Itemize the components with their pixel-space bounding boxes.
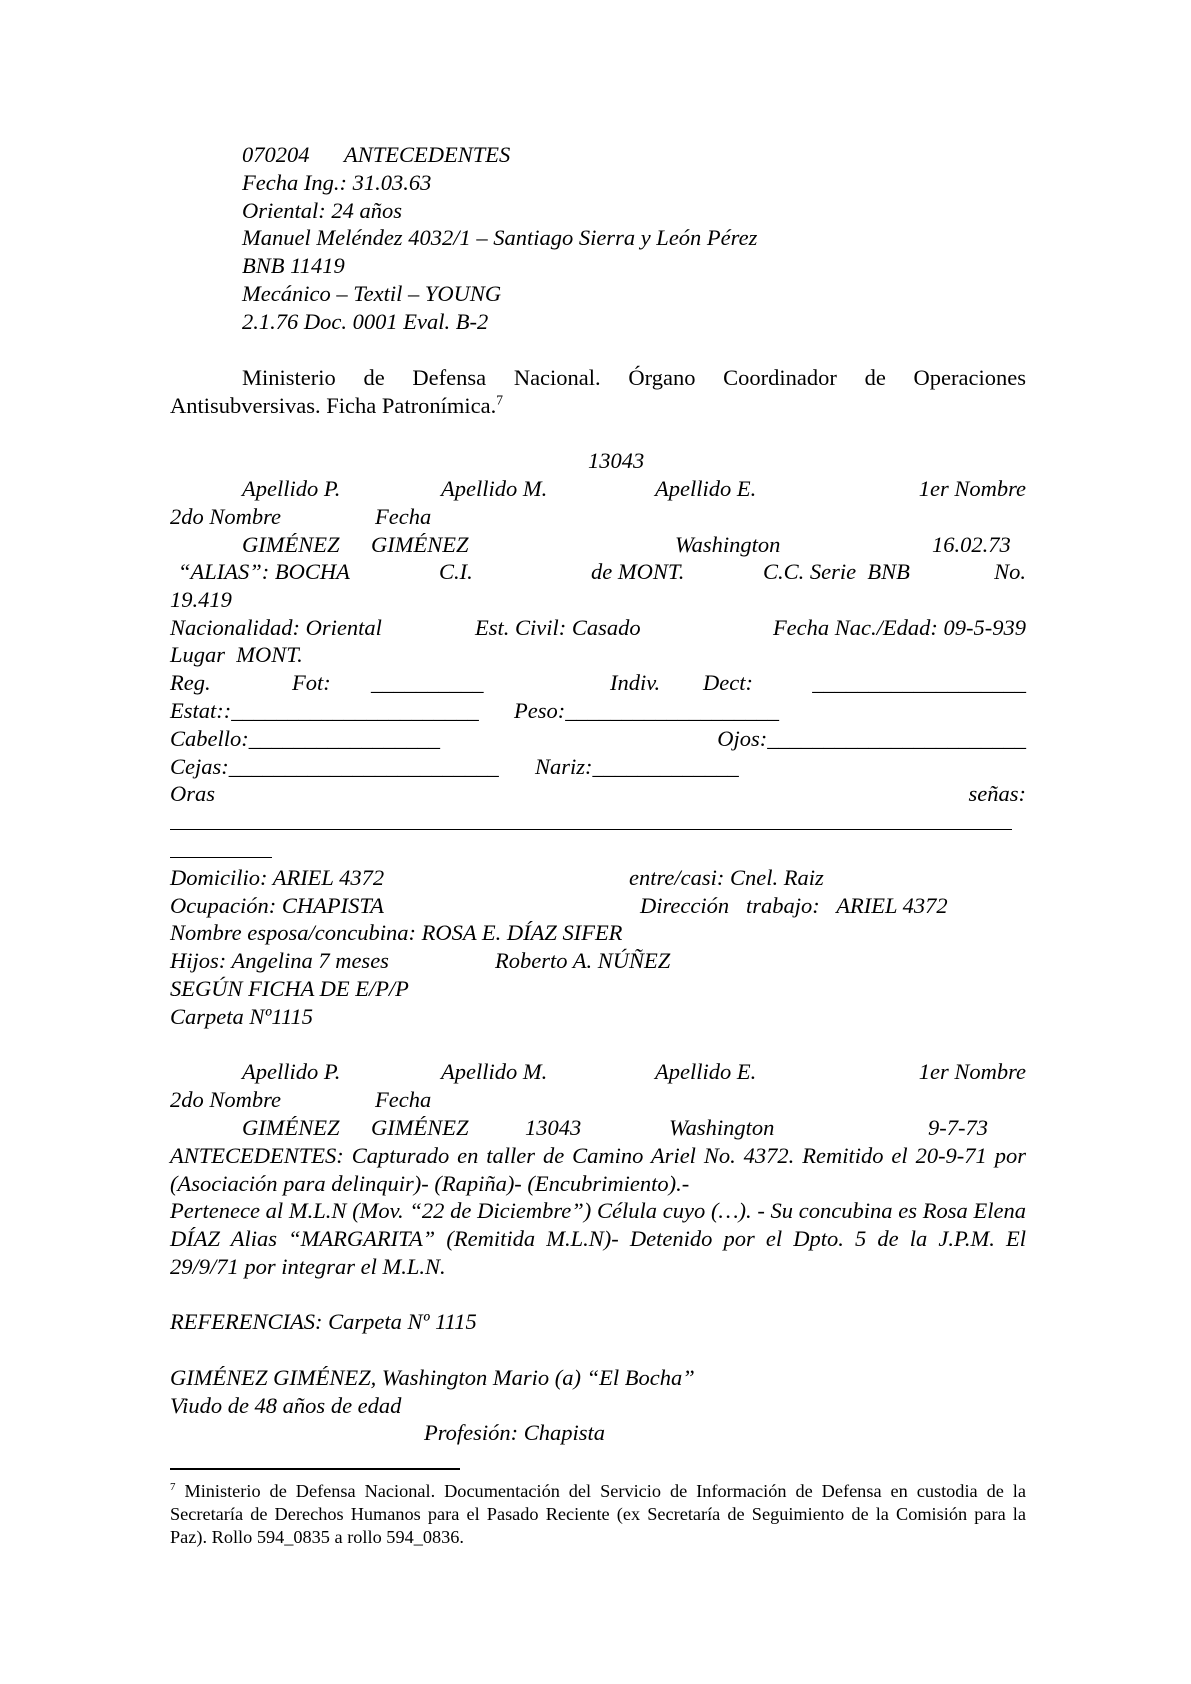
dect-blank: ___________________ [812, 670, 1026, 695]
value-numero: 13043 [525, 1115, 582, 1140]
intro-text: Ministerio de Defensa Nacional. Órgano Coordinador de Operaciones Antisubversivas. Ficha Patronímica. [170, 365, 1026, 418]
footnote-ref: 7 [496, 392, 503, 408]
ci-number: 19.419 [170, 587, 232, 612]
header-line: Mecánico – Textil – YOUNG [242, 281, 502, 306]
col-header-apellido-m: Apellido M. [441, 1059, 548, 1084]
lugar: Lugar MONT. [170, 642, 303, 667]
col-header-2do-nombre: 2do Nombre [170, 504, 282, 529]
intro-paragraph [170, 364, 1026, 420]
nacionalidad: Nacionalidad: Oriental [170, 615, 382, 640]
col-header-2do-nombre: 2do Nombre [170, 1087, 282, 1112]
peso: Peso:___________________ [514, 698, 779, 723]
value-apellido-m: GIMÉNEZ [371, 532, 469, 557]
antecedentes-paragraph: ANTECEDENTES: Capturado en taller de Camino Ariel No. 4372. Remitido el 20-9-71 por (Asociación para delinquir)- (Rapiña)- (Encubrimiento).- [170, 1143, 1026, 1196]
header-line: Oriental: 24 años [242, 198, 402, 223]
value-fecha: 16.02.73 [932, 532, 1011, 557]
senas-blank-line [170, 829, 1012, 830]
footnote-text: Ministerio de Defensa Nacional. Documentación del Servicio de Información de Defensa en custodia de la Secretaría de Derechos Humanos para el Pasado Reciente (ex Secretaría de Seguimiento de la Comisión para la Paz). Rollo 594_0835 a rollo 594_0836. [170, 1481, 1026, 1547]
direccion-trabajo: Dirección trabajo: ARIEL 4372 [640, 893, 948, 918]
estatura: Estat::______________________ [170, 698, 479, 723]
col-header-1er-nombre: 1er Nombre [918, 1059, 1026, 1084]
col-header-fecha: Fecha [375, 504, 432, 529]
hijos: Hijos: Angelina 7 meses [170, 948, 389, 973]
col-header-apellido-m: Apellido M. [441, 476, 548, 501]
col-header-fecha: Fecha [375, 1087, 432, 1112]
cejas: Cejas:________________________ [170, 754, 499, 779]
hijos-otro: Roberto A. NÚÑEZ [495, 948, 671, 973]
fot-blank: __________ [371, 670, 484, 695]
record-code: 070204 [242, 142, 310, 167]
subject-profession: Profesión: Chapista [424, 1420, 606, 1445]
footnote-number: 7 [170, 1480, 176, 1493]
fecha-nacimiento: Fecha Nac./Edad: 09-5-939 [772, 615, 1026, 640]
dect-label: Dect: [703, 670, 753, 695]
col-header-apellido-p: Apellido P. [242, 1059, 341, 1084]
ficha-number: 13043 [588, 448, 645, 473]
senas-label: señas: [968, 781, 1026, 806]
cabello: Cabello:_________________ [170, 726, 440, 751]
no-label: No. [994, 559, 1026, 584]
subject-name: GIMÉNEZ GIMÉNEZ, Washington Mario (a) “El Bocha” [170, 1365, 695, 1390]
value-nombre: Washington [669, 1115, 775, 1140]
nariz: Nariz:_____________ [535, 754, 739, 779]
estado-civil: Est. Civil: Casado [475, 615, 641, 640]
header-line: Fecha Ing.: 31.03.63 [242, 170, 432, 195]
reg-label: Reg. [170, 670, 211, 695]
value-apellido-p: GIMÉNEZ [242, 532, 340, 557]
col-header-apellido-e: Apellido E. [655, 476, 757, 501]
ci-place: de MONT. [591, 559, 685, 584]
alias: “ALIAS”: BOCHA [178, 559, 350, 584]
value-apellido-m: GIMÉNEZ [371, 1115, 469, 1140]
col-header-1er-nombre: 1er Nombre [918, 476, 1026, 501]
footnote [170, 1480, 1026, 1549]
footnote-separator [170, 1468, 460, 1470]
ci-label: C.I. [439, 559, 473, 584]
referencias: REFERENCIAS: Carpeta Nº 1115 [170, 1309, 477, 1334]
col-header-apellido-e: Apellido E. [655, 1059, 757, 1084]
entre-calles: entre/casi: Cnel. Raiz [629, 865, 824, 890]
segun-ficha: SEGÚN FICHA DE E/P/P [170, 976, 409, 1001]
subject-age: Viudo de 48 años de edad [170, 1393, 402, 1418]
header-line: BNB 11419 [242, 253, 345, 278]
senas-blank-line-continued [170, 857, 272, 858]
col-header-apellido-p: Apellido P. [242, 476, 341, 501]
esposa: Nombre esposa/concubina: ROSA E. DÍAZ SIFER [170, 920, 623, 945]
value-nombre: Washington [675, 532, 781, 557]
ocupacion: Ocupación: CHAPISTA [170, 893, 384, 918]
header-line: Manuel Meléndez 4032/1 – Santiago Sierra y León Pérez [242, 225, 758, 250]
cc-serie: C.C. Serie BNB [763, 559, 910, 584]
value-apellido-p: GIMÉNEZ [242, 1115, 340, 1140]
carpeta: Carpeta Nº1115 [170, 1004, 314, 1029]
otras-label: Oras [170, 781, 216, 806]
record-title: ANTECEDENTES [344, 142, 511, 167]
pertenece-paragraph: Pertenece al M.L.N (Mov. “22 de Diciembre”) Célula cuyo (…). - Su concubina es Rosa Elena DÍAZ Alias “MARGARITA” (Remitida M.L.N)- Detenido por el Dpto. 5 de la J.P.M. El 29/9/71 por integrar el M.L.N. [170, 1198, 1026, 1279]
header-line: 2.1.76 Doc. 0001 Eval. B-2 [242, 309, 489, 334]
fot-label: Fot: [292, 670, 331, 695]
ojos: Ojos:_______________________ [717, 726, 1026, 751]
domicilio: Domicilio: ARIEL 4372 [170, 865, 385, 890]
indiv-label: Indiv. [610, 670, 661, 695]
value-fecha: 9-7-73 [928, 1115, 988, 1140]
